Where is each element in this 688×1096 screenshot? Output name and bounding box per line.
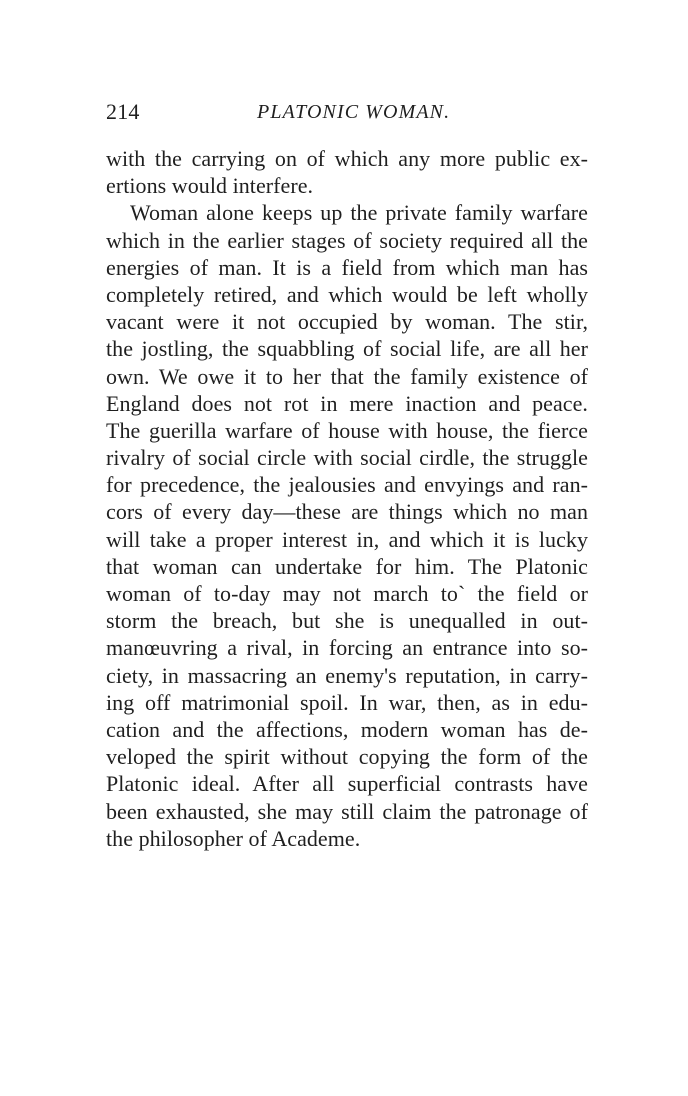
page-header bbox=[106, 97, 588, 131]
running-title: PLATONIC WOMAN. bbox=[257, 101, 451, 123]
text-line-9: own. We owe it to her that the family existence of bbox=[106, 363, 588, 389]
text-line-23: veloped the spirit without copying the form of the bbox=[106, 744, 588, 770]
text-line-18: storm the breach, but she is unequalled in out- bbox=[106, 608, 588, 634]
text-line-13: for precedence, the jealousies and envyings and ran- bbox=[106, 472, 588, 498]
text-line-14: cors of every day—these are things which no man bbox=[106, 499, 588, 525]
text-line-17: woman of to-day may not march to` the field or bbox=[106, 581, 588, 606]
text-line-6: completely retired, and which would be left wholly bbox=[106, 281, 588, 307]
text-line-22: cation and the affections, modern woman has de- bbox=[106, 716, 588, 742]
text-line-12: rivalry of social circle with social cirdle, the struggle bbox=[106, 445, 588, 471]
text-line-7: vacant were it not occupied by woman. The stir, bbox=[106, 309, 588, 335]
text-line-8: the jostling, the squabbling of social life, are all her bbox=[106, 336, 588, 362]
text-line-4: which in the earlier stages of society required all the bbox=[106, 227, 588, 253]
text-line-26: the philosopher of Academe. bbox=[106, 825, 361, 851]
body-text bbox=[106, 145, 588, 852]
text-line-24: Platonic ideal. After all superficial contrasts have bbox=[106, 771, 588, 797]
text-line-20: ciety, in massacring an enemy's reputation, in carry- bbox=[106, 662, 588, 688]
text-line-3: Woman alone keeps up the private family warfare bbox=[130, 200, 588, 226]
text-line-1: with the carrying on of which any more public ex- bbox=[106, 146, 588, 171]
text-line-16: that woman can undertake for him. The Platonic bbox=[106, 553, 588, 579]
text-line-11: The guerilla warfare of house with house, the fierce bbox=[106, 417, 588, 443]
text-line-15: will take a proper interest in, and which it is lucky bbox=[106, 526, 588, 552]
text-line-10: England does not rot in mere inaction and peace. bbox=[106, 390, 588, 416]
text-line-25: been exhausted, she may still claim the patronage of bbox=[106, 798, 588, 824]
text-line-2: ertions would interfere. bbox=[106, 173, 314, 199]
text-line-21: ing off matrimonial spoil. In war, then, as in edu- bbox=[106, 689, 588, 715]
page-number: 214 bbox=[106, 99, 140, 124]
text-line-5: energies of man. It is a field from which man has bbox=[106, 254, 588, 280]
text-line-19: manœuvring a rival, in forcing an entrance into so- bbox=[106, 635, 588, 661]
